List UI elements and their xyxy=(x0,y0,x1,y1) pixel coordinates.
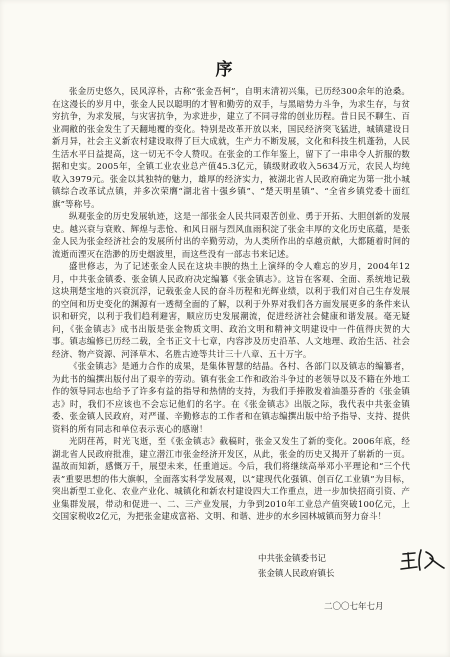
date: 二〇〇七年七月 xyxy=(324,602,384,612)
paragraph-3: 盛世修志，为了记述张金人民在这块丰腴的热土上演绎的令人难忘的岁月，2004年12月，中共张金镇委、张金镇人民政府决定编纂《张金镇志》。这旨在客观、全面、系统地记载这块荆楚宝地的兴衰沉浮，记载张金人民的奋斗历程和光辉业绩，以利于我们对自己生存发展的空间和历史变化的渊源有一透彻全面的了解，以利于外界对我们各方面发展更多的条件来认识和研究，以利于我们趋利避害，顺应历史发展潮流，促进经济社会健康和谐发展。毫无疑问，《张金镇志》成书出版是张金物质文明、政治文明和精神文明建设中一件值得庆贺的大事。镇志编修已历经二载，全书正文十七章，内容涉及历史沿革、人文地理、政治生活、社会经济、物产资源、河泽草木、名胜古迹等共计三十八章、五十万字。 xyxy=(52,262,410,360)
signer-title-party: 中共张金镇委书记 xyxy=(258,554,327,564)
paragraph-4: 《张金镇志》是通力合作的成果，是集体智慧的结晶。各村、各部门以及镇志的编纂者，为此书的编撰出版付出了艰辛的劳动。镇有张金工作和政治斗争过的老领导以及不籍在外地工作的领导同志也给予了许多有益的指导和热情的支持，为我们手捧散发着油墨芬香的《张金镇志》时，我们不应该也不会忘记他们的名字。在《张金镇志》出版之际，我代表中共张金镇委、张金镇人民政府，对严谨、辛勤修志的工作者和在镇志编撰出版中给予指导、支持、提供资料的所有同志和单位表示衷心的感谢！ xyxy=(52,362,410,435)
paragraph-2: 纵观张金的历史发展轨迹，这是一部张金人民共同艰苦创业、勇于开拓、大胆创新的发展史。越兴衰与衰败、辉煌与悲怆、和风日丽与烈风血雨积淀了张金丰厚的文化历史底蕴，是张金人民为张金经济社会的发展所付出的辛勤劳动，为人类所作出的卓越贡献，大都随着时间的流逝而湮灭在浩渺的历史烟波里，而这些没有一部志书来记述。 xyxy=(52,212,410,260)
paragraph-1: 张金历史悠久，民风淳朴，古称“张金吾柯”，自明末清初兴集，已历经300余年的沧桑。在这漫长的岁月中，张金人民以聪明的才智和勤劳的双手，与黑暗势力斗争，为求生存，与贫穷抗争，为求发展，与灾害抗争，为求进步，建立了不同寻常的创业历程。昔日民不聊生、百业凋敝的张金发生了天翻地覆的变化。特别是改革开放以来，国民经济突飞猛进，城镇建设日新月异，社会主义新农村建设取得了巨大成就，生产力不断发展，文化和科技生机蓬勃，人民生活水平日益提高，这一切无不令人赞叹。在张金的工作年鉴上，留下了一串串令人折服的数据和史实。2005年，全镇工业农业总产值45.3亿元，镇级财政收入5634万元，农民人均纯收入3979元。张金以其独特的魅力，雄厚的经济实力，被湖北省人民政府确定为第一批小城镇综合改革试点镇，并多次荣膺“湖北省十强乡镇”、“楚天明星镇”、“全省乡镇党委十面红旗”等称号。 xyxy=(52,87,410,210)
preface-title: 序 xyxy=(215,60,235,80)
signer-title-government: 张金镇人民政府镇长 xyxy=(258,569,335,579)
preface-body xyxy=(52,86,410,524)
paragraph-5: 光阴荏苒，时光飞逝，至《张金镇志》截稿时，张金又发生了新的变化。2006年底，经湖北省人民政府批准，建立潜江市张金经济开发区，从此，张金的历史又揭开了崭新的一页。温故而知新，感慨万千，展望未来，任重道远。今后，我们将继续高举邓小平理论和“三个代表”重要思想的伟大旗帜，全面落实科学发展观，以“建现代化强镇、创百亿工业镇”为目标，突出新型工业化、农业产业化、城镇化和新农村建设四大工作重点，进一步加快招商引资、产业集群发展，带动和促进一、二、三产业发展，力争到2010年工业总产值突破100亿元，上交国家税收2亿元，为把张金建成富裕、文明、和谐、进步的水乡园林城镇而努力奋斗！ xyxy=(52,437,410,522)
handwritten-signature xyxy=(400,544,446,574)
